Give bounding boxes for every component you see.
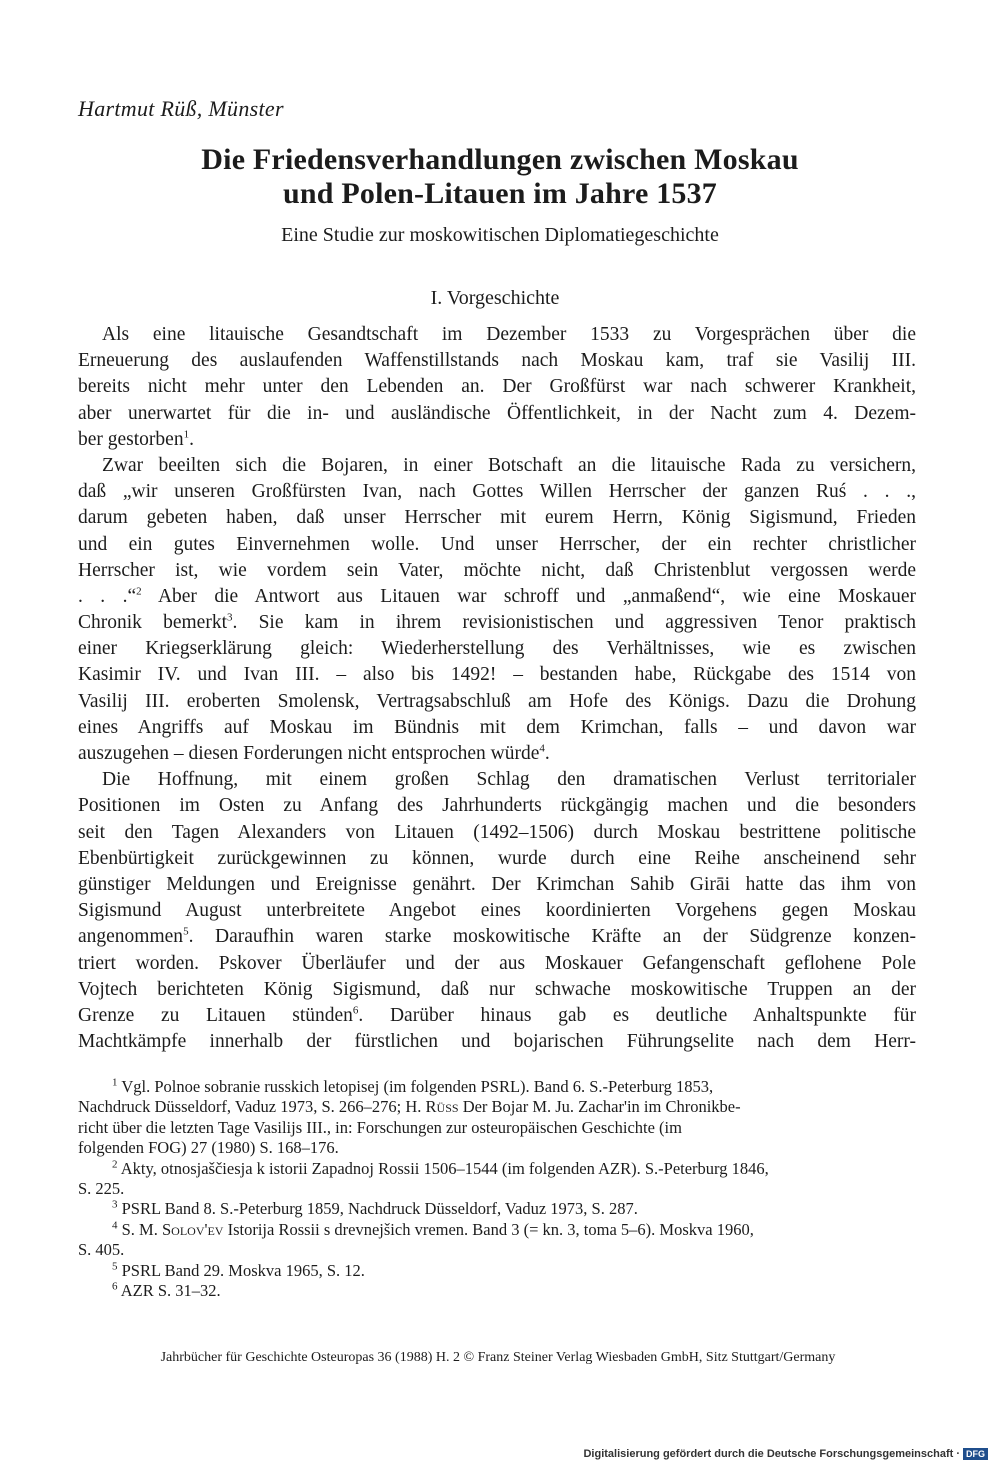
footnote-2: $^2$ Akty, otnosjaščiesja k istorii Zapadnoj Rossii 1506–1544 (im folgenden AZR). S.-Peterburg 1846,	[112, 1158, 769, 1178]
body-line: und ein gutes Einvernehmen wolle. Und unser Herrscher, der ein rechter christlicher	[78, 533, 916, 555]
body-line: Zwar beeilten sich die Bojaren, in einer Botschaft an die litauische Rada zu versichern,	[102, 454, 916, 476]
footnote-3: $^3$ PSRL Band 8. S.-Peterburg 1859, Nachdruck Düsseldorf, Vaduz 1973, S. 287.	[112, 1198, 638, 1219]
footnote-6: $^6$ AZR S. 31–32.	[112, 1280, 221, 1300]
body-line: triert worden. Pskover Überläufer und der aus Moskauer Gefangenschaft geflohene Pole	[78, 952, 916, 974]
body-line: Als eine litauische Gesandtschaft im Dezember 1533 zu Vorgesprächen über die	[102, 324, 916, 345]
body-text	[78, 322, 916, 1055]
body-line: Sigismund August unterbreitete Angebot eines koordinierten Vorgehens gegen Moskau	[78, 900, 916, 922]
footnote-ref[interactable]: 3	[227, 611, 233, 624]
body-line: einer Kriegserklärung gleich: Wiederherstellung des Verhältnisses, wie es zwischen	[78, 638, 916, 660]
body-line: Kasimir IV. und Ivan III. – also bis 1492! – bestanden habe, Rückgabe des 1514 von	[78, 664, 916, 686]
body-line: eines Angriffs auf Moskau im Bündnis mit dem Krimchan, falls – und davon war	[78, 716, 916, 738]
footnote-1-cont: richt über die letzten Tage Vasilijs III., in: Forschungen zur osteuropäischen Geschichte (im	[78, 1117, 682, 1137]
footnote-ref[interactable]: 4	[539, 742, 545, 755]
body-line: Vojtech berichteten König Sigismund, daß nur schwache moskowitische Truppen an der	[78, 978, 916, 1000]
digitization-note: Digitalisierung gefördert durch die Deutsche Forschungsgemeinschaft · DFG	[583, 1448, 988, 1460]
body-line: ber gestorben$^1$.	[78, 428, 194, 450]
dfg-logo-icon: DFG	[963, 1448, 988, 1460]
section-heading: I. Vorgeschichte	[430, 287, 560, 309]
title-line-2: und Polen-Litauen im Jahre 1537	[282, 177, 718, 210]
footnote-ref[interactable]: 6	[352, 1004, 359, 1017]
body-line: Herrscher ist, wie vordem sein Vater, möchte nicht, daß Christenblut vergossen werde	[78, 559, 916, 581]
journal-footer: Jahrbücher für Geschichte Osteuropas 36 (1988) H. 2 © Franz Steiner Verlag Wiesbaden GmbH, Sitz Stuttgart/Germany	[160, 1350, 836, 1365]
body-line: darum gebeten haben, daß unser Herrscher mit eurem Herrn, König Sigismund, Frieden	[78, 507, 916, 529]
body-line: Positionen im Osten zu Anfang des Jahrhunderts rückgängig machen und die besonders	[78, 795, 916, 817]
body-line: aber unerwartet für die in- und ausländische Öffentlichkeit, in der Nacht zum 4. Dezem-	[78, 402, 916, 424]
footnote-ref[interactable]: 1	[183, 428, 190, 441]
author-name: Solov'ev	[161, 1219, 224, 1239]
author-name: Rüss	[425, 1097, 459, 1117]
article-title	[0, 143, 1000, 211]
footnote-2-cont: S. 225.	[78, 1178, 125, 1198]
body-line: bereits nicht mehr unter den Lebenden an. Der Großfürst war nach schwerer Krankheit,	[78, 376, 916, 398]
footnote-1-cont: Nachdruck Düsseldorf, Vaduz 1973, S. 266–276; H. Rüss Der Bojar M. Ju. Zachar'in im Chronikbe-	[78, 1097, 741, 1117]
body-line: . . .“$^2$ Aber die Antwort aus Litauen war schroff und „anmaßend“, wie eine Moskauer	[78, 585, 917, 607]
author-line: Hartmut Rüß, Münster	[78, 96, 284, 121]
body-line: Machtkämpfe innerhalb der fürstlichen und bojarischen Führungselite nach dem Herr-	[78, 1031, 916, 1053]
body-line: Vasilij III. eroberten Smolensk, Vertragsabschluß am Hofe des Königs. Dazu die Drohung	[78, 690, 916, 712]
footnote-ref[interactable]: 2	[136, 585, 142, 598]
title-line-1: Die Friedensverhandlungen zwischen Moskau	[201, 143, 799, 176]
body-line: seit den Tagen Alexanders von Litauen (1492–1506) durch Moskau bestrittene politische	[78, 821, 916, 843]
body-line: auszugehen – diesen Forderungen nicht entsprochen würde$^4$.	[78, 742, 550, 764]
body-line: Grenze zu Litauen stünden$^6$. Darüber hinaus gab es deutliche Anhaltspunkte für	[78, 1004, 916, 1026]
footnote-4: $^4$ S. M. Solov'ev Istorija Rossii s drevnejšich vremen. Band 3 (= kn. 3, toma 5–6). Moskva 1960,	[112, 1219, 754, 1239]
footnote-4-cont: S. 405.	[78, 1240, 125, 1260]
body-line: Die Hoffnung, mit einem großen Schlag den dramatischen Verlust territorialer	[102, 769, 916, 791]
footnote-ref[interactable]: 5	[183, 925, 189, 938]
footnotes	[78, 1077, 916, 1301]
footnote-1: $^1$ Vgl. Polnoe sobranie russkich letopisej (im folgenden PSRL). Band 6. S.-Peterburg 1853,	[112, 1076, 714, 1096]
body-line: angenommen$^5$. Daraufhin waren starke moskowitische Kräfte an der Südgrenze konzen-	[78, 925, 916, 948]
article-subtitle: Eine Studie zur moskowitischen Diplomatiegeschichte	[281, 224, 719, 246]
footnote-1-cont: folgenden FOG) 27 (1980) S. 168–176.	[78, 1138, 339, 1158]
body-line: Erneuerung des auslaufenden Waffenstillstands nach Moskau kam, traf sie Vasilij III.	[78, 350, 916, 372]
body-line: daß „wir unseren Großfürsten Ivan, nach Gottes Willen Herrscher der ganzen Ruś . . .,	[78, 481, 916, 503]
body-line: Ebenbürtigkeit zurückgewinnen zu können, wurde durch eine Reihe anscheinend sehr	[78, 847, 916, 869]
body-line: Chronik bemerkt$^3$. Sie kam in ihrem revisionistischen und aggressiven Tenor praktisch	[78, 611, 916, 634]
body-line: günstiger Meldungen und Ereignisse genährt. Der Krimchan Sahib Girāi hatte das ihm von	[78, 873, 916, 895]
footnote-5: $^5$ PSRL Band 29. Moskva 1965, S. 12.	[112, 1260, 365, 1280]
